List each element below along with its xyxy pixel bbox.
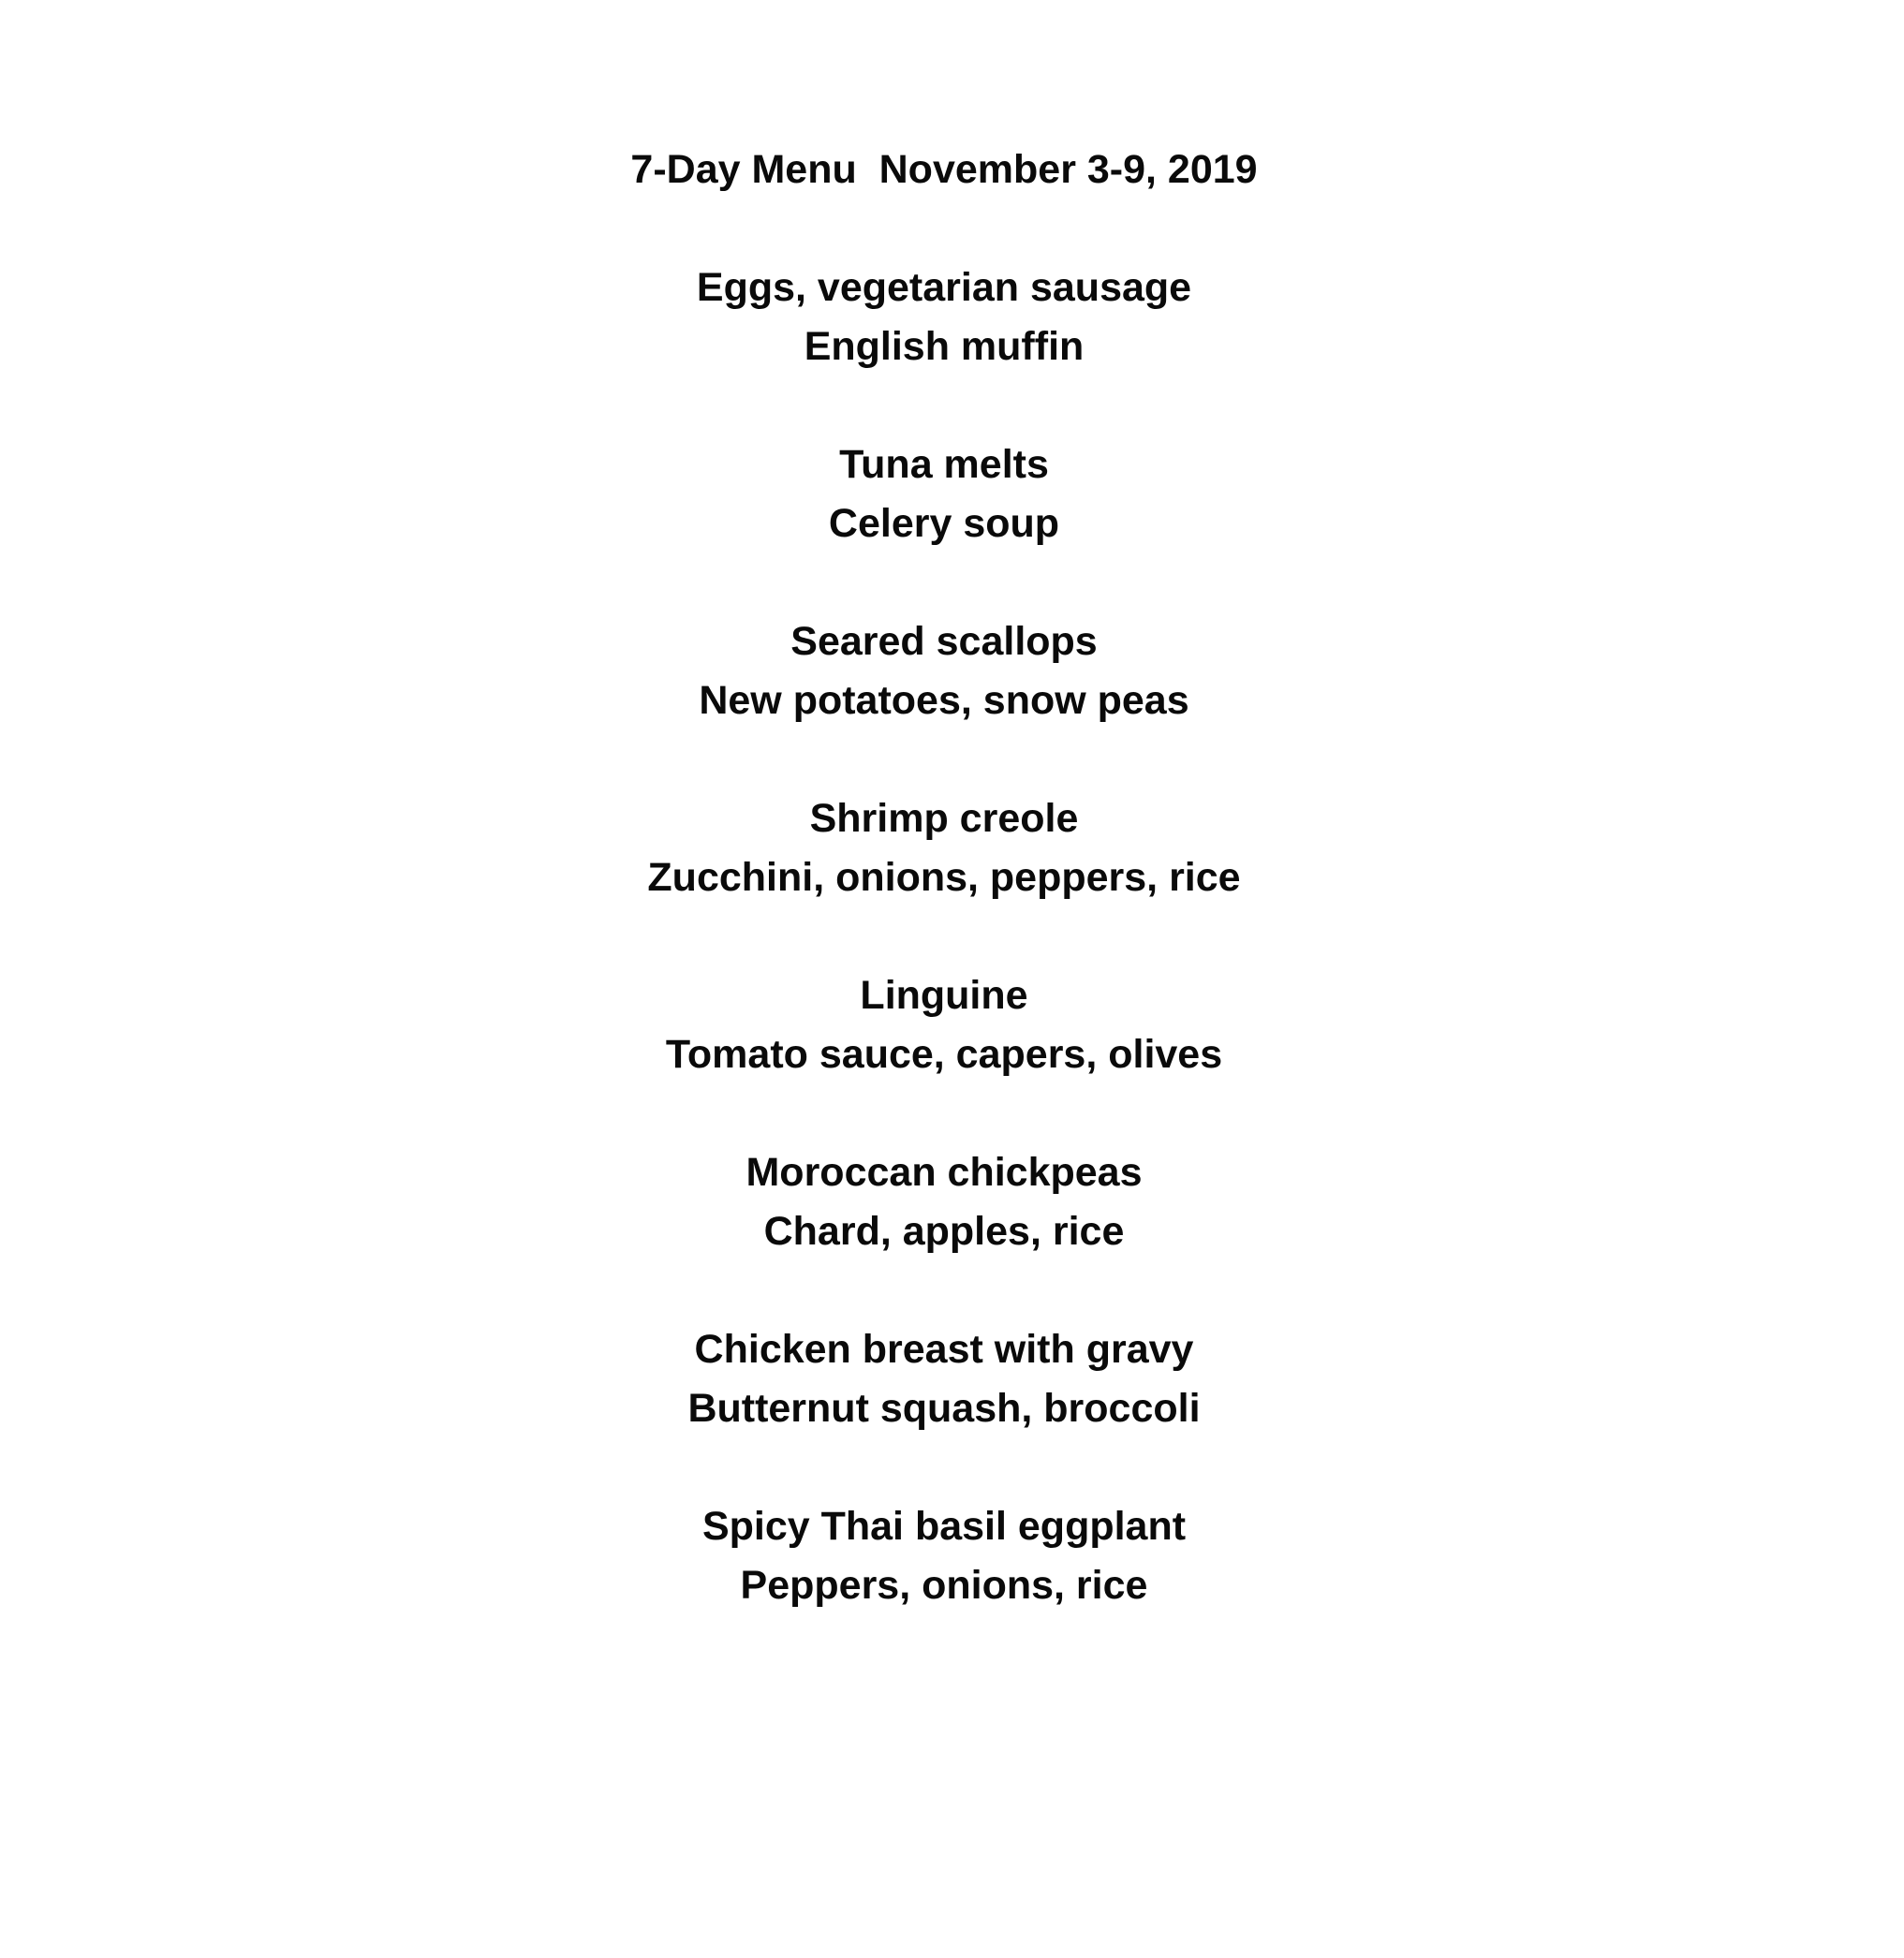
meal-side: Chard, apples, rice: [763, 1209, 1125, 1254]
meal-side: Peppers, onions, rice: [740, 1563, 1148, 1608]
meal-item: [0, 258, 1888, 376]
meal-side: Tomato sauce, capers, olives: [665, 1032, 1223, 1077]
meal-main: Eggs, vegetarian sausage: [696, 265, 1192, 310]
meal-item: [0, 435, 1888, 553]
menu-content: [0, 140, 1888, 1615]
meal-main: Seared scallops: [790, 619, 1098, 664]
meal-main: Tuna melts: [839, 442, 1049, 487]
meal-item: [0, 789, 1888, 907]
meal-item: [0, 612, 1888, 730]
meal-item: [0, 1143, 1888, 1261]
meal-side: Butternut squash, broccoli: [687, 1386, 1201, 1431]
meal-main: Linguine: [860, 973, 1028, 1018]
meal-main: Spicy Thai basil eggplant: [701, 1504, 1187, 1549]
meal-side: Zucchini, onions, peppers, rice: [647, 855, 1241, 900]
meal-main: Shrimp creole: [809, 796, 1079, 841]
meal-item: [0, 1320, 1888, 1438]
meal-side: New potatoes, snow peas: [699, 678, 1189, 723]
meal-item: [0, 966, 1888, 1084]
menu-title: 7-Day Menu November 3-9, 2019: [630, 147, 1258, 192]
meal-main: Chicken breast with gravy: [694, 1327, 1194, 1372]
meal-side: Celery soup: [828, 501, 1060, 546]
meal-item: [0, 1497, 1888, 1615]
meal-main: Moroccan chickpeas: [745, 1150, 1143, 1195]
meal-side: English muffin: [804, 324, 1085, 369]
